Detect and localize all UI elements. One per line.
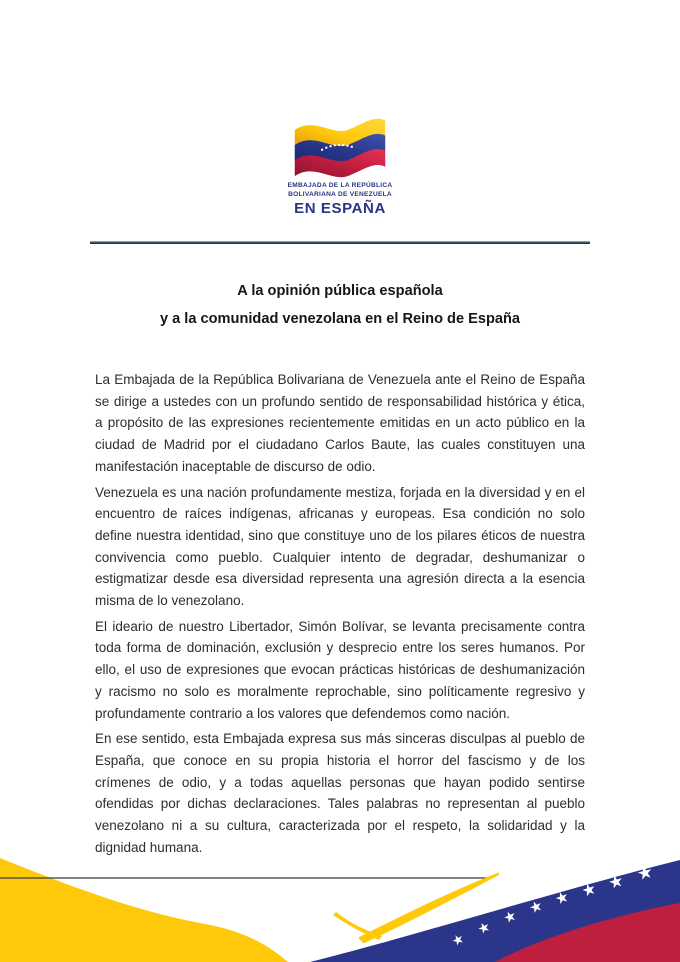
document-body xyxy=(95,369,585,862)
paragraph-2: Venezuela es una nación profundamente mestiza, forjada en la diversidad y en el encuentro de raíces indígenas, africanas y europeas. Esa condición no solo define nuestra identidad, sino que constituye uno de los pilares éticos de nuestra convivencia como pueblo. Cualquier intento de degradar, deshumanizar o estigmatizar desde esa diversidad representa una agresión directa a la esencia misma de lo venezolano. xyxy=(95,484,585,609)
footer-yellow-wave xyxy=(0,858,288,962)
paragraph-1: La Embajada de la República Bolivariana de Venezuela ante el Reino de España se dirige a ustedes con un profundo sentido de responsabilidad histórica y ética, a propósito de las expresiones recientemente emitidas en un acto público en la ciudad de Madrid por el ciudadano Carlos Baute, las cuales constituyen una manifestación inaceptable de discurso de odio. xyxy=(95,372,585,474)
title-line-2: y a la comunidad venezolana en el Reino de España xyxy=(159,311,521,327)
footer-flag-decoration xyxy=(0,830,680,962)
title-line-1: A la opinión pública española xyxy=(237,283,443,299)
embassy-name-line2: BOLIVARIANA DE VENEZUELA xyxy=(288,190,392,198)
document-title xyxy=(0,283,680,339)
paragraph-4: En ese sentido, esta Embajada expresa sus más sinceras disculpas al pueblo de España, que conoce en su propia historia el horror del fascismo y de los crímenes de odio, y a todas aquellas personas que hayan podido sentirse ofendidas por dichas declaraciones. Tales palabras no representan al pueblo venezolano ni a su cultura, caracterizada por el respeto, la solidaridad y la dignidad humana. xyxy=(95,731,585,855)
paragraph-3: El ideario de nuestro Libertador, Simón Bolívar, se levanta precisamente contra toda forma de dominación, exclusión y desprecio entre los seres humanos. Por ello, el uso de expresiones que evocan prácticas históricas de deshumanización y racismo no solo es moralmente reprochable, sino políticamente regresivo y profundamente contrario a los valores que defendemos como nación. xyxy=(95,618,585,721)
embassy-name-line1: EMBAJADA DE LA REPÚBLICA xyxy=(287,182,393,189)
venezuela-flag-icon xyxy=(292,113,388,179)
embassy-name-line3: EN ESPAÑA xyxy=(294,200,386,218)
header-divider xyxy=(90,241,590,244)
embassy-logo xyxy=(0,113,680,217)
